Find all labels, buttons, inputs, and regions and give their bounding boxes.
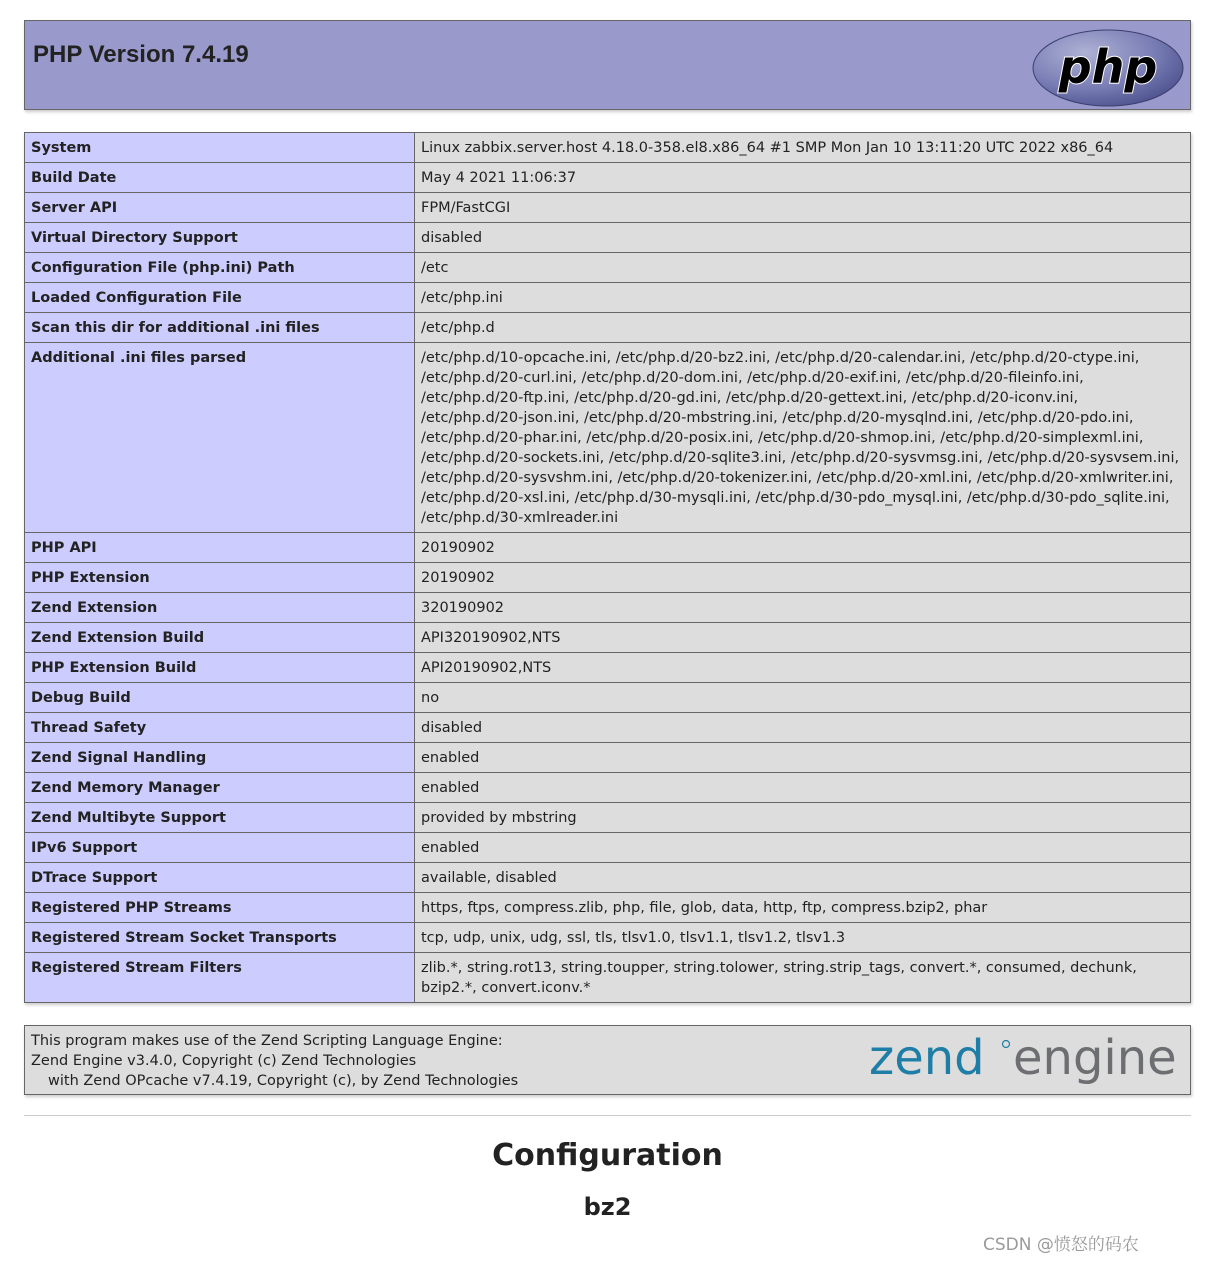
info-label: PHP API xyxy=(25,533,415,563)
php-logo-icon xyxy=(1032,29,1184,107)
info-value: provided by mbstring xyxy=(415,803,1191,833)
info-row xyxy=(25,833,1191,863)
info-value: https, ftps, compress.zlib, php, file, glob, data, http, ftp, compress.bzip2, phar xyxy=(415,893,1191,923)
info-value: 20190902 xyxy=(415,563,1191,593)
info-label: Configuration File (php.ini) Path xyxy=(25,253,415,283)
info-label: Virtual Directory Support xyxy=(25,223,415,253)
info-row xyxy=(25,683,1191,713)
info-row xyxy=(25,593,1191,623)
configuration-heading: Configuration xyxy=(492,1138,723,1173)
info-label: Zend Memory Manager xyxy=(25,773,415,803)
info-label: Zend Signal Handling xyxy=(25,743,415,773)
info-value: enabled xyxy=(415,743,1191,773)
info-row xyxy=(25,893,1191,923)
info-value: /etc xyxy=(415,253,1191,283)
info-row xyxy=(25,563,1191,593)
info-value: API320190902,NTS xyxy=(415,623,1191,653)
info-row xyxy=(25,223,1191,253)
info-value: available, disabled xyxy=(415,863,1191,893)
info-row xyxy=(25,713,1191,743)
info-label: Zend Extension xyxy=(25,593,415,623)
info-label: Server API xyxy=(25,193,415,223)
zend-engine-logo-icon xyxy=(869,1030,1184,1090)
info-label: Build Date xyxy=(25,163,415,193)
section-divider xyxy=(24,1115,1191,1116)
info-label: Registered PHP Streams xyxy=(25,893,415,923)
info-label: Zend Extension Build xyxy=(25,623,415,653)
zend-logo-word: zend xyxy=(869,1030,985,1086)
info-row xyxy=(25,863,1191,893)
info-value: May 4 2021 11:06:37 xyxy=(415,163,1191,193)
info-value: /etc/php.d/10-opcache.ini, /etc/php.d/20-bz2.ini, /etc/php.d/20-calendar.ini, /etc/php.d/20-ctype.ini, /etc/php.d/20-curl.ini, /etc/php.d/20-dom.ini, /etc/php.d/20-exif.ini, /etc/php.d/20-fileinfo.ini, /etc/php.d/20-ftp.ini, /etc/php.d/20-gd.ini, /etc/php.d/20-gettext.ini, /etc/php.d/20-iconv.ini, /etc/php.d/20-json.ini, /etc/php.d/20-mbstring.ini, /etc/php.d/20-mysqlnd.ini, /etc/php.d/20-pdo.ini, /etc/php.d/20-phar.ini, /etc/php.d/20-posix.ini, /etc/php.d/20-shmop.ini, /etc/php.d/20-simplexml.ini, /etc/php.d/20-sockets.ini, /etc/php.d/20-sqlite3.ini, /etc/php.d/20-sysvmsg.ini, /etc/php.d/20-sysvsem.ini, /etc/php.d/20-sysvshm.ini, /etc/php.d/20-tokenizer.ini, /etc/php.d/20-xml.ini, /etc/php.d/20-xmlwriter.ini, /etc/php.d/20-xsl.ini, /etc/php.d/30-mysqli.ini, /etc/php.d/30-pdo_mysql.ini, /etc/php.d/30-pdo_sqlite.ini, /etc/php.d/30-xmlreader.ini xyxy=(415,343,1191,533)
module-heading-bz2: bz2 xyxy=(583,1193,632,1221)
info-label: DTrace Support xyxy=(25,863,415,893)
zend-text-line: This program makes use of the Zend Scripting Language Engine: xyxy=(31,1033,503,1049)
info-value: enabled xyxy=(415,773,1191,803)
info-row xyxy=(25,653,1191,683)
info-row xyxy=(25,163,1191,193)
php-logo-text: php xyxy=(1058,40,1158,94)
info-value: /etc/php.ini xyxy=(415,283,1191,313)
info-label: Loaded Configuration File xyxy=(25,283,415,313)
info-row xyxy=(25,773,1191,803)
info-row xyxy=(25,623,1191,653)
csdn-watermark: CSDN @愤怒的码农 xyxy=(983,1235,1139,1255)
zend-text-line: with Zend OPcache v7.4.19, Copyright (c), by Zend Technologies xyxy=(48,1073,519,1089)
info-value: no xyxy=(415,683,1191,713)
info-value: tcp, udp, unix, udg, ssl, tls, tlsv1.0, tlsv1.1, tlsv1.2, tlsv1.3 xyxy=(415,923,1191,953)
zend-engine-box xyxy=(24,1025,1191,1095)
version-header xyxy=(24,20,1191,110)
info-label: Zend Multibyte Support xyxy=(25,803,415,833)
info-label: PHP Extension xyxy=(25,563,415,593)
info-value: 20190902 xyxy=(415,533,1191,563)
info-value: enabled xyxy=(415,833,1191,863)
info-row xyxy=(25,253,1191,283)
info-row xyxy=(25,923,1191,953)
info-value: disabled xyxy=(415,713,1191,743)
info-value: disabled xyxy=(415,223,1191,253)
info-label: Debug Build xyxy=(25,683,415,713)
info-row xyxy=(25,533,1191,563)
zend-text-line: Zend Engine v3.4.0, Copyright (c) Zend Technologies xyxy=(31,1053,417,1069)
info-label: Registered Stream Filters xyxy=(25,953,415,1003)
info-label: Scan this dir for additional .ini files xyxy=(25,313,415,343)
info-value: FPM/FastCGI xyxy=(415,193,1191,223)
info-label: PHP Extension Build xyxy=(25,653,415,683)
info-row xyxy=(25,803,1191,833)
info-value: API20190902,NTS xyxy=(415,653,1191,683)
info-row xyxy=(25,313,1191,343)
info-row xyxy=(25,953,1191,1003)
info-label: Registered Stream Socket Transports xyxy=(25,923,415,953)
php-version-title: PHP Version 7.4.19 xyxy=(33,41,249,68)
info-value: 320190902 xyxy=(415,593,1191,623)
phpinfo-page xyxy=(24,20,1191,1221)
info-label: IPv6 Support xyxy=(25,833,415,863)
core-info-table xyxy=(24,132,1191,1003)
info-row xyxy=(25,133,1191,163)
engine-logo-word: engine xyxy=(1013,1030,1177,1086)
info-row xyxy=(25,343,1191,533)
info-value: /etc/php.d xyxy=(415,313,1191,343)
info-value: zlib.*, string.rot13, string.toupper, string.tolower, string.strip_tags, convert.*, consumed, dechunk, bzip2.*, convert.iconv.* xyxy=(415,953,1191,1003)
info-label: System xyxy=(25,133,415,163)
info-row xyxy=(25,193,1191,223)
info-row xyxy=(25,283,1191,313)
info-value: Linux zabbix.server.host 4.18.0-358.el8.x86_64 #1 SMP Mon Jan 10 13:11:20 UTC 2022 x86_64 xyxy=(415,133,1191,163)
info-row xyxy=(25,743,1191,773)
info-label: Additional .ini files parsed xyxy=(25,343,415,533)
info-label: Thread Safety xyxy=(25,713,415,743)
